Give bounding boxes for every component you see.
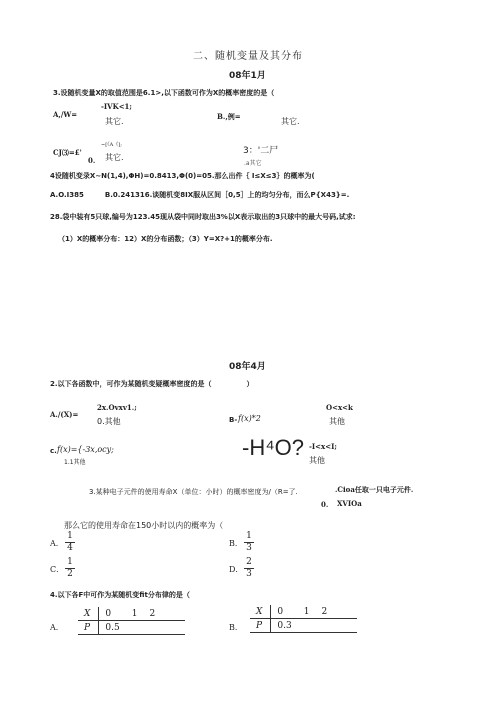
page-title: 二、随机变量及其分布 [193,51,303,62]
q3-stem: 3.设随机变量X的取值范围是6.1>,以下函数可作为X的概率密度的是（ [53,89,275,97]
table-cell [315,619,357,633]
q2-stem: 2.以下各函数中，可作为某随机变疑概率密度的是（ ） [50,380,254,388]
q2-option-a-bottom: 0.其他 [97,417,121,426]
q3-2-line2: 那么它的使用寿命在150小时以内的概率为（ [64,521,224,530]
q3-2-right-top: .Cioa任取一只电子元件. [335,485,414,494]
section-heading-08-apr: 08年4月 [229,362,266,372]
fraction-numerator: 1 [246,531,252,541]
q3-2-option-d-label: D． [229,565,244,574]
q3-option-a-label: A,/W= [53,110,78,119]
section-heading-08-jan: 08年1月 [229,71,266,81]
fraction-denominator: 3 [246,569,252,579]
q3-option-c-top: ~[《A《]; [101,142,122,148]
q4-2-table-b [250,605,357,633]
table-cell [298,619,316,633]
fraction-numerator: 2 [246,557,252,567]
table-cell: P [250,619,271,633]
q2-option-b-top: O<x<k [326,403,353,412]
q2-option-b-bottom: 其他 [329,417,345,426]
table-cell: 1 [126,607,144,621]
fraction-numerator: 1 [67,557,73,567]
q2-option-a-label: A./(X)= [50,410,79,419]
table-cell: X [78,607,99,621]
q2-option-b-label: B- [229,416,238,424]
q3-option-a-top: -IVK<1; [101,102,133,111]
q2-option-d-expr: -H⁴O? [242,435,305,460]
q4-2-option-b-label: B． [229,623,243,632]
table-cell: 0.5 [99,621,126,635]
q2-option-d-bottom: 其他 [309,456,325,465]
table-row [250,619,357,633]
table-cell [126,621,144,635]
table-cell [143,621,185,635]
q3-2-option-a-label: A． [50,539,64,548]
q3-option-d-bottom: .a其它 [244,160,262,167]
table-header-row [250,605,357,619]
q4-stem: 4设随机变录X~N(1,4),ΦH)=0.8413,Φ(0)=05.那么出件｛ I≤X≤3｝的概率为( [50,172,315,180]
q2-option-c-bottom: 1.1其他 [64,459,86,466]
q3-2-right-bottom-zero: 0. [321,500,329,509]
q3-2-right-bottom: XVIOa [337,499,362,508]
q2-option-b-expr: f(x)*2 [238,414,261,423]
q3-2-option-c-label: C． [50,565,65,574]
q4-options: A.O.I385 B.0.241316.谈随机变8IX服从区间［0,5］上的均匀分布，而么P{X43}=. [50,191,350,199]
q3-option-a-bottom: 其它. [105,117,124,126]
table-cell: 1 [298,605,316,619]
q2-option-c-label: c. [50,447,57,455]
table-cell: 2 [315,605,357,619]
q3-2-stem: 3.某种电子元件的使用寿命X（单位：小时）的概率密度为/（R=了. [89,488,298,496]
table-row [78,621,185,635]
fraction-denominator: 3 [246,543,252,553]
fraction-denominator: 2 [67,569,73,579]
q3-option-c-bottom: 其它. [105,153,124,162]
q3-option-d-label: 3：'二尸 [243,146,279,156]
table-cell: 0 [99,607,126,621]
q3-2-option-c-fraction [64,558,76,579]
q2-option-a-top: 2x.Ovxv1.; [97,403,137,412]
table-cell: 0 [271,605,298,619]
q3-2-option-a-fraction [64,532,76,553]
q3-2-option-b-fraction [243,532,255,553]
q4-2-option-a-label: A． [50,623,64,632]
table-cell: 2 [143,607,185,621]
q3-option-b-bottom: 其它. [281,117,300,126]
q3-option-c-label: CJ⑶=£' [53,148,82,157]
q4-2-stem: 4.以下各F中可作为某随机变fit分布律的是（ [50,591,190,599]
q3-2-option-d-fraction [243,558,255,579]
table-cell: 0.3 [271,619,298,633]
q3-option-c-bottom-zero: 0. [88,156,96,165]
table-cell: X [250,605,271,619]
q28-stem: 28.袋中装有5只球,编号为123.45现从袋中同时取出3%以X表示取出的3只球中的最大号码,试求: [50,213,356,221]
q3-2-option-b-label: B． [229,539,243,548]
fraction-numerator: 1 [67,531,73,541]
q28-parts: （1）X的概率分布：12）X的分布函数；（3）Y=X?+1的概率分布. [58,235,273,243]
fraction-denominator: 4 [67,543,73,553]
q4-2-table-a [78,607,185,635]
table-cell: P [78,621,99,635]
q2-option-c-expr: f(x)={-3x,ocy; [57,445,114,454]
q2-option-d-top: -I<x<I; [309,442,337,451]
table-header-row [78,607,185,621]
q3-option-b-label: B.,例= [217,112,241,121]
